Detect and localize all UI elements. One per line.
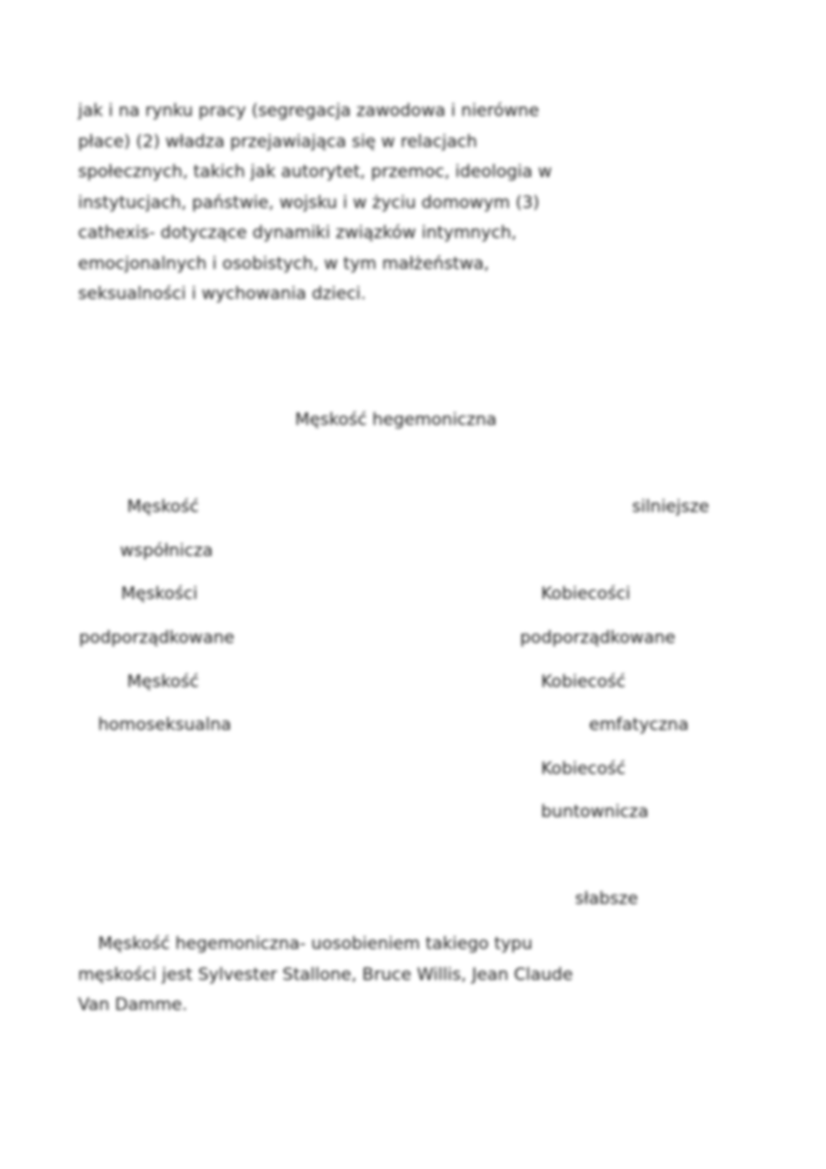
intro-line: jak i na rynku pracy (segregacja zawodowa i nierówne — [78, 101, 540, 121]
intro-line: instytucjach, państwie, wojsku i w życiu domowym (3) — [78, 192, 540, 213]
diagram-left-label: podporządkowane — [79, 628, 235, 648]
intro-paragraph — [78, 96, 728, 310]
closing-line: męskości jest Sylvester Stallone, Bruce Willis, Jean Claude — [78, 964, 573, 985]
intro-line: cathexis- dotyczące dynamiki związków intymnych, — [78, 223, 517, 243]
diagram-right-label: Kobiecość — [541, 759, 626, 779]
diagram-right-label: Kobiecość — [541, 672, 626, 692]
intro-line: seksualności i wychowania dzieci. — [78, 284, 367, 304]
diagram-right-label: buntownicza — [541, 802, 649, 822]
diagram-right-label: Kobiecości — [541, 584, 631, 604]
diagram-left-label: współnicza — [120, 541, 213, 561]
diagram-top-label: Męskość hegemoniczna — [295, 410, 497, 430]
intro-line: emocjonalnych i osobistych, w tym małżeństwa, — [78, 253, 490, 274]
diagram-right-label: silniejsze — [632, 497, 710, 517]
diagram-left-label: Męskości — [121, 584, 198, 604]
intro-line: społecznych, takich jak autorytet, przemoc, ideologia w — [78, 162, 552, 182]
diagram-right-label: słabsze — [575, 889, 639, 909]
diagram-left-label: Męskość — [127, 497, 199, 517]
diagram-left-label: Męskość — [127, 672, 199, 692]
closing-line: Męskość hegemoniczna- uosobieniem takiego typu — [98, 934, 533, 954]
intro-line: płace) (2) władza przejawiająca się w relacjach — [78, 131, 478, 152]
closing-paragraph — [78, 929, 728, 1021]
diagram-right-label: emfatyczna — [589, 715, 689, 735]
diagram-left-label: homoseksualna — [98, 715, 232, 735]
diagram-right-label: podporządkowane — [520, 628, 676, 648]
closing-line: Van Damme. — [78, 995, 188, 1015]
